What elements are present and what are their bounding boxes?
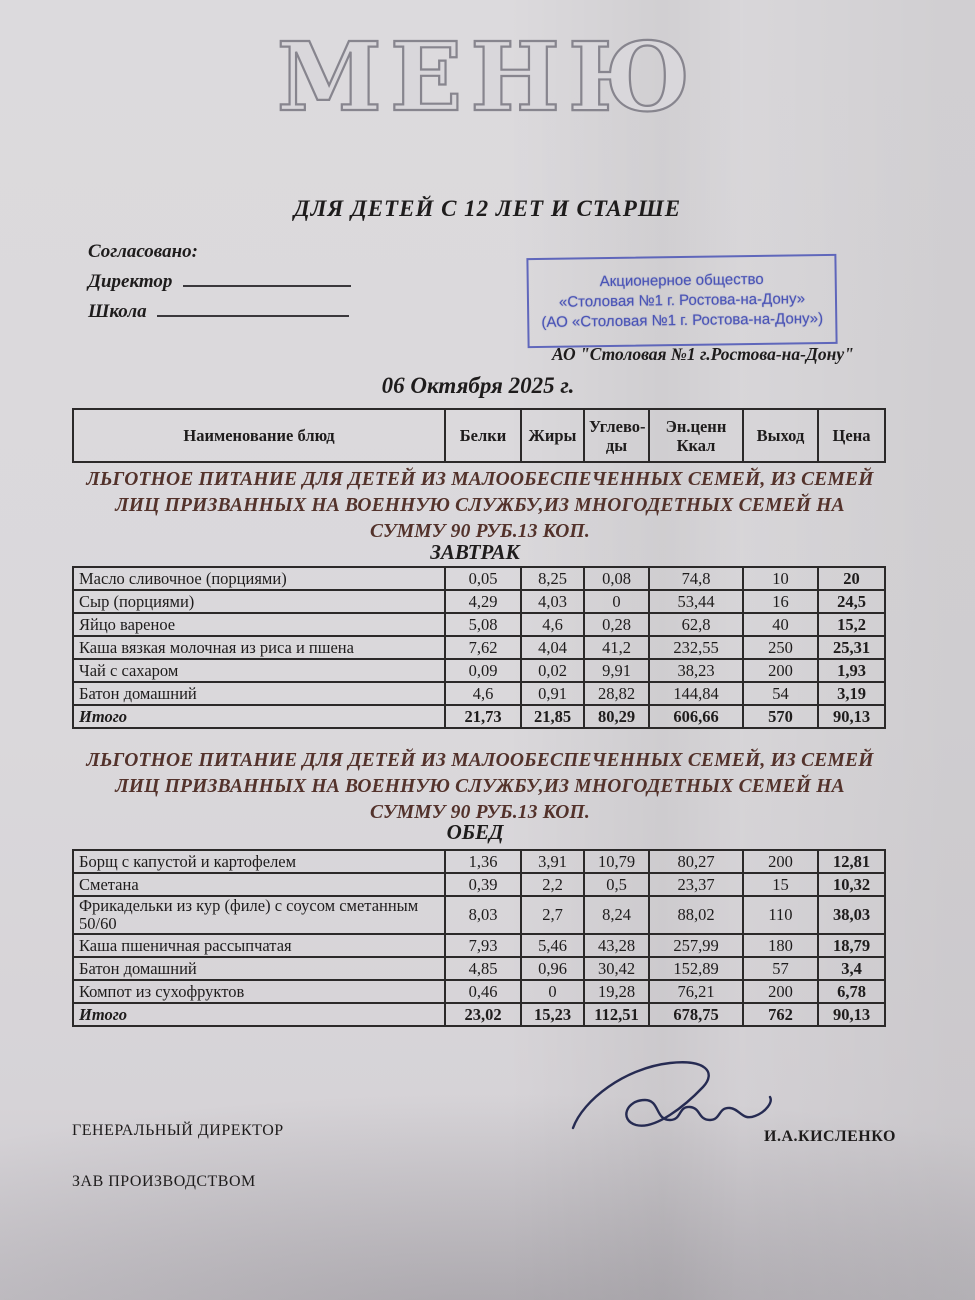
dish-value: 20 bbox=[818, 567, 885, 590]
header-row bbox=[73, 409, 885, 462]
dish-value: 678,75 bbox=[649, 1003, 743, 1026]
dish-value: 570 bbox=[743, 705, 818, 728]
dish-value: 10,32 bbox=[818, 873, 885, 896]
dish-value: 4,6 bbox=[445, 682, 521, 705]
stamp-line-1: Акционерное общество bbox=[599, 270, 764, 291]
dish-value: 8,25 bbox=[521, 567, 584, 590]
dish-value: 21,73 bbox=[445, 705, 521, 728]
menu-row bbox=[73, 896, 885, 934]
col-header-price: Цена bbox=[818, 409, 885, 462]
dish-value: 4,03 bbox=[521, 590, 584, 613]
dish-value: 7,93 bbox=[445, 934, 521, 957]
dish-value: 4,29 bbox=[445, 590, 521, 613]
dish-value: 10 bbox=[743, 567, 818, 590]
dish-value: 12,81 bbox=[818, 850, 885, 873]
dish-value: 30,42 bbox=[584, 957, 649, 980]
dish-value: 250 bbox=[743, 636, 818, 659]
col-header-proteins: Белки bbox=[445, 409, 521, 462]
col-header-energy: Эн.ценн Ккал bbox=[649, 409, 743, 462]
dish-name: Каша пшеничная рассыпчатая bbox=[73, 934, 445, 957]
breakfast-heading: ЗАВТРАК bbox=[430, 540, 520, 564]
dish-value: 0,08 bbox=[584, 567, 649, 590]
dish-value: 0,91 bbox=[521, 682, 584, 705]
dish-value: 5,08 bbox=[445, 613, 521, 636]
dish-name: Батон домашний bbox=[73, 682, 445, 705]
total-row bbox=[73, 705, 885, 728]
dish-name: Сыр (порциями) bbox=[73, 590, 445, 613]
page-title: МЕНЮ bbox=[276, 22, 699, 133]
dish-value: 0,09 bbox=[445, 659, 521, 682]
dish-value: 90,13 bbox=[818, 705, 885, 728]
dish-value: 19,28 bbox=[584, 980, 649, 1003]
menu-date: 06 Октября 2025 г. bbox=[381, 373, 575, 398]
dish-value: 7,62 bbox=[445, 636, 521, 659]
dish-value: 23,02 bbox=[445, 1003, 521, 1026]
director-signature-ink bbox=[563, 1058, 793, 1143]
menu-row bbox=[73, 659, 885, 682]
nutrition-header-table bbox=[72, 408, 886, 463]
dish-value: 4,85 bbox=[445, 957, 521, 980]
dish-value: 180 bbox=[743, 934, 818, 957]
col-header-portion: Выход bbox=[743, 409, 818, 462]
dish-value: 80,27 bbox=[649, 850, 743, 873]
dish-value: 9,91 bbox=[584, 659, 649, 682]
dish-value: 6,78 bbox=[818, 980, 885, 1003]
dish-value: 38,03 bbox=[818, 896, 885, 934]
dish-name: Борщ с капустой и картофелем bbox=[73, 850, 445, 873]
dish-value: 76,21 bbox=[649, 980, 743, 1003]
director-blank-line bbox=[183, 271, 351, 287]
col-header-fats: Жиры bbox=[521, 409, 584, 462]
lunch-table bbox=[72, 849, 886, 1027]
dish-name: Итого bbox=[73, 705, 445, 728]
dish-value: 0,46 bbox=[445, 980, 521, 1003]
subsidized-meals-notice-breakfast: ЛЬГОТНОЕ ПИТАНИЕ ДЛЯ ДЕТЕЙ ИЗ МАЛООБЕСПЕЧЕННЫХ СЕМЕЙ, ИЗ СЕМЕЙ ЛИЦ ПРИЗВАННЫХ НА ВОЕННУЮ СЛУЖБУ,ИЗ МНОГОДЕТНЫХ СЕМЕЙ НА СУММУ 90 РУБ.13 КОП. bbox=[86, 469, 874, 542]
dish-name: Компот из сухофруктов bbox=[73, 980, 445, 1003]
stamp-line-2: «Столовая №1 г. Ростова-на-Дону» bbox=[558, 290, 806, 311]
dish-value: 90,13 bbox=[818, 1003, 885, 1026]
agreed-label: Согласовано: bbox=[88, 241, 199, 262]
dish-value: 24,5 bbox=[818, 590, 885, 613]
school-blank-line bbox=[157, 301, 349, 317]
dish-value: 152,89 bbox=[649, 957, 743, 980]
dish-value: 18,79 bbox=[818, 934, 885, 957]
dish-value: 23,37 bbox=[649, 873, 743, 896]
dish-value: 2,2 bbox=[521, 873, 584, 896]
menu-row bbox=[73, 873, 885, 896]
dish-value: 40 bbox=[743, 613, 818, 636]
signer-name: И.А.КИСЛЕНКО bbox=[764, 1128, 896, 1145]
organization-name: АО "Столовая №1 г.Ростова-на-Дону" bbox=[552, 344, 854, 364]
breakfast-table bbox=[72, 566, 886, 729]
lunch-heading: ОБЕД bbox=[446, 820, 504, 844]
dish-value: 8,03 bbox=[445, 896, 521, 934]
dish-value: 16 bbox=[743, 590, 818, 613]
dish-value: 232,55 bbox=[649, 636, 743, 659]
dish-value: 3,19 bbox=[818, 682, 885, 705]
dish-value: 0,5 bbox=[584, 873, 649, 896]
approval-block bbox=[88, 237, 351, 327]
dish-name: Сметана bbox=[73, 873, 445, 896]
menu-row bbox=[73, 682, 885, 705]
dish-value: 10,79 bbox=[584, 850, 649, 873]
menu-row bbox=[73, 636, 885, 659]
dish-value: 0,96 bbox=[521, 957, 584, 980]
menu-row bbox=[73, 590, 885, 613]
dish-value: 25,31 bbox=[818, 636, 885, 659]
dish-value: 62,8 bbox=[649, 613, 743, 636]
menu-row bbox=[73, 613, 885, 636]
dish-name: Фрикадельки из кур (филе) с соусом сметанным 50/60 bbox=[73, 896, 445, 934]
dish-value: 74,8 bbox=[649, 567, 743, 590]
col-header-carbs: Углево-ды bbox=[584, 409, 649, 462]
dish-value: 4,04 bbox=[521, 636, 584, 659]
dish-name: Яйцо вареное bbox=[73, 613, 445, 636]
page-subtitle: ДЛЯ ДЕТЕЙ С 12 ЛЕТ И СТАРШЕ bbox=[293, 196, 682, 221]
dish-value: 88,02 bbox=[649, 896, 743, 934]
general-director-label: ГЕНЕРАЛЬНЫЙ ДИРЕКТОР bbox=[72, 1122, 284, 1139]
dish-value: 80,29 bbox=[584, 705, 649, 728]
dish-value: 200 bbox=[743, 659, 818, 682]
production-manager-label: ЗАВ ПРОИЗВОДСТВОМ bbox=[72, 1173, 256, 1190]
dish-value: 257,99 bbox=[649, 934, 743, 957]
dish-value: 2,7 bbox=[521, 896, 584, 934]
dish-value: 0,05 bbox=[445, 567, 521, 590]
dish-value: 0,28 bbox=[584, 613, 649, 636]
dish-value: 21,85 bbox=[521, 705, 584, 728]
dish-value: 15,23 bbox=[521, 1003, 584, 1026]
dish-value: 5,46 bbox=[521, 934, 584, 957]
dish-name: Батон домашний bbox=[73, 957, 445, 980]
dish-value: 38,23 bbox=[649, 659, 743, 682]
dish-value: 43,28 bbox=[584, 934, 649, 957]
dish-value: 57 bbox=[743, 957, 818, 980]
menu-row bbox=[73, 980, 885, 1003]
dish-value: 1,36 bbox=[445, 850, 521, 873]
dish-value: 0,39 bbox=[445, 873, 521, 896]
dish-name: Чай с сахаром bbox=[73, 659, 445, 682]
dish-name: Итого bbox=[73, 1003, 445, 1026]
dish-value: 4,6 bbox=[521, 613, 584, 636]
dish-value: 54 bbox=[743, 682, 818, 705]
menu-row bbox=[73, 934, 885, 957]
dish-value: 200 bbox=[743, 850, 818, 873]
menu-row bbox=[73, 957, 885, 980]
menu-row bbox=[73, 567, 885, 590]
subsidized-meals-notice-lunch: ЛЬГОТНОЕ ПИТАНИЕ ДЛЯ ДЕТЕЙ ИЗ МАЛООБЕСПЕЧЕННЫХ СЕМЕЙ, ИЗ СЕМЕЙ ЛИЦ ПРИЗВАННЫХ НА ВОЕННУЮ СЛУЖБУ,ИЗ МНОГОДЕТНЫХ СЕМЕЙ НА СУММУ 90 РУБ.13 КОП. bbox=[86, 750, 874, 823]
dish-value: 41,2 bbox=[584, 636, 649, 659]
dish-value: 0,02 bbox=[521, 659, 584, 682]
dish-value: 112,51 bbox=[584, 1003, 649, 1026]
dish-value: 15,2 bbox=[818, 613, 885, 636]
dish-value: 0 bbox=[584, 590, 649, 613]
dish-name: Каша вязкая молочная из риса и пшена bbox=[73, 636, 445, 659]
dish-value: 0 bbox=[521, 980, 584, 1003]
director-signature-line bbox=[88, 267, 351, 297]
dish-value: 144,84 bbox=[649, 682, 743, 705]
dish-value: 28,82 bbox=[584, 682, 649, 705]
dish-value: 762 bbox=[743, 1003, 818, 1026]
dish-value: 110 bbox=[743, 896, 818, 934]
col-header-dish: Наименование блюд bbox=[73, 409, 445, 462]
dish-value: 3,4 bbox=[818, 957, 885, 980]
dish-value: 606,66 bbox=[649, 705, 743, 728]
dish-name: Масло сливочное (порциями) bbox=[73, 567, 445, 590]
dish-value: 1,93 bbox=[818, 659, 885, 682]
dish-value: 3,91 bbox=[521, 850, 584, 873]
organization-stamp bbox=[526, 254, 837, 348]
school-signature-line bbox=[88, 297, 351, 327]
dish-value: 200 bbox=[743, 980, 818, 1003]
menu-row bbox=[73, 850, 885, 873]
stamp-line-3: (АО «Столовая №1 г. Ростова-на-Дону») bbox=[541, 310, 824, 331]
dish-value: 15 bbox=[743, 873, 818, 896]
dish-value: 8,24 bbox=[584, 896, 649, 934]
dish-value: 53,44 bbox=[649, 590, 743, 613]
total-row bbox=[73, 1003, 885, 1026]
school-label: Школа bbox=[88, 301, 147, 322]
director-label: Директор bbox=[88, 271, 173, 292]
